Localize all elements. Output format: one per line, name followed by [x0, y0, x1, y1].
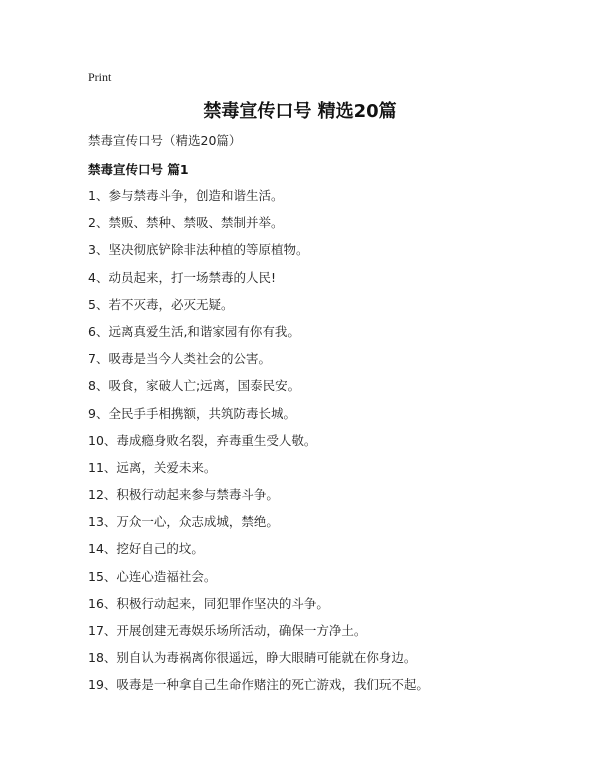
slogan-item: 8、吸食，家破人亡;远离，国泰民安。 [88, 378, 301, 394]
slogan-item: 10、毒成瘾身败名裂，弃毒重生受人敬。 [88, 432, 317, 448]
slogan-item: 3、坚决彻底铲除非法种植的等原植物。 [88, 242, 309, 258]
slogan-item: 19、吸毒是一种拿自己生命作赌注的死亡游戏，我们玩不起。 [88, 677, 429, 693]
slogan-item: 2、禁贩、禁种、禁吸、禁制并举。 [88, 215, 284, 231]
slogan-item: 6、远离真爱生活,和谐家园有你有我。 [88, 323, 300, 339]
slogan-item: 18、别自认为毒祸离你很遥远，睁大眼睛可能就在你身边。 [88, 650, 417, 666]
print-label: Print [88, 70, 112, 84]
slogan-item: 5、若不灭毒，必灭无疑。 [88, 296, 234, 312]
page-title: 禁毒宣传口号 精选20篇 [203, 101, 397, 122]
section-heading: 禁毒宣传口号 篇1 [88, 162, 189, 177]
slogan-list [88, 182, 568, 699]
slogan-item: 9、全民手手相携额，共筑防毒长城。 [88, 405, 296, 421]
slogan-item: 7、吸毒是当今人类社会的公害。 [88, 351, 271, 367]
slogan-item: 17、开展创建无毒娱乐场所活动，确保一方净土。 [88, 623, 367, 638]
slogan-item: 11、远离，关爱未来。 [88, 459, 217, 475]
slogan-item: 15、心连心造福社会。 [88, 568, 217, 584]
slogan-item: 14、挖好自己的坟。 [88, 541, 204, 557]
slogan-item: 4、动员起来，打一场禁毒的人民! [88, 269, 276, 285]
slogan-item: 16、积极行动起来，同犯罪作坚决的斗争。 [88, 595, 329, 611]
slogan-item: 13、万众一心，众志成城，禁绝。 [88, 514, 279, 530]
slogan-item: 1、参与禁毒斗争，创造和谐生活。 [88, 188, 284, 203]
document-subtitle: 禁毒宣传口号（精选20篇） [88, 133, 242, 148]
slogan-item: 12、积极行动起来参与禁毒斗争。 [88, 487, 279, 503]
